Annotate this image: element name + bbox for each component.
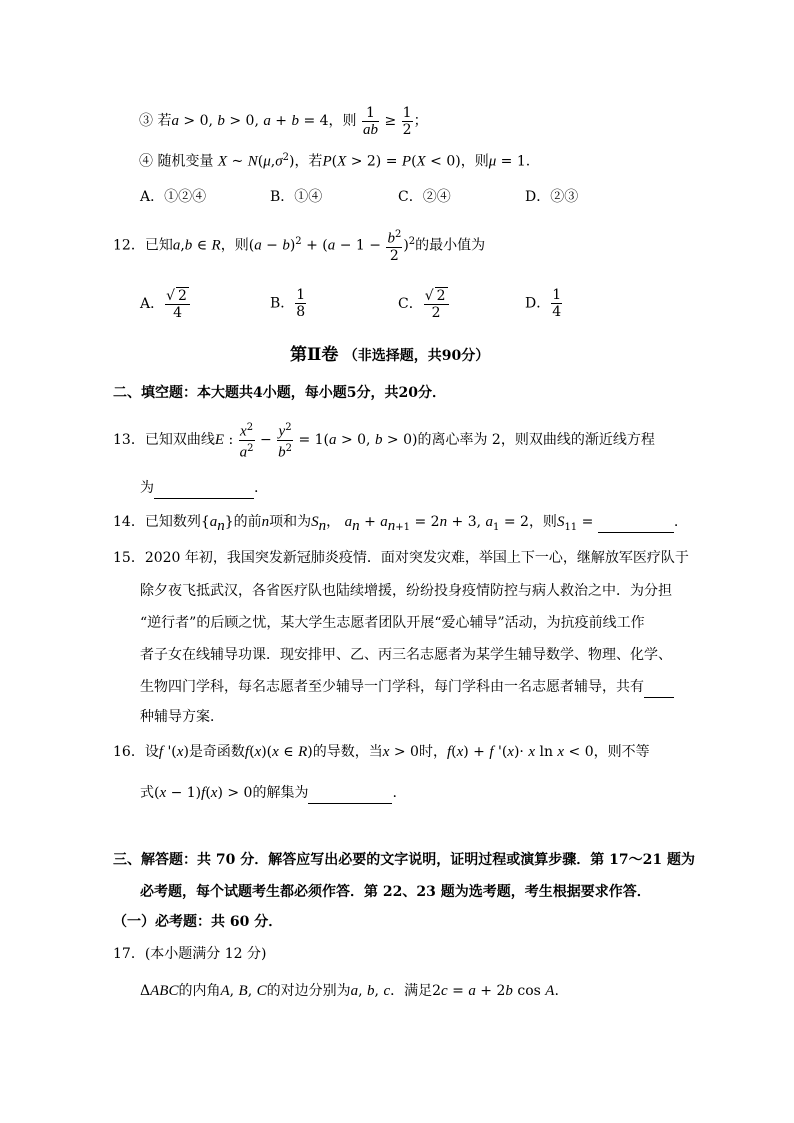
question-15-line-2: 除夕夜飞抵武汉，各省医疗队也陆续增援，纷纷投身疫情防控与病人救治之中．为分担 bbox=[140, 583, 672, 599]
answer-blank[interactable] bbox=[308, 783, 392, 804]
question-14: 14．已知数列$\{a_n\}$的前n项和为$S_n$， $a_n + a_{n+1} = 2n + 3$, $a_1 = 2$，则$S_{11}$ = . bbox=[113, 514, 679, 534]
question-13-cont: 为 . bbox=[140, 478, 258, 499]
section-3-subtitle: （一）必考题：共 60 分． bbox=[113, 914, 283, 930]
question-17-header: 17．(本小题满分 12 分) bbox=[113, 946, 267, 962]
section-3-line-2: 必考题，每个试题考生都必须作答．第 22、23 题为选考题，考生根据要求作答． bbox=[140, 884, 651, 900]
question-16: 16．设f '(x)是奇函数f(x)(x ∈ R)的导数，当x > 0时，f(x) + f '(x)· x ln x < 0，则不等 bbox=[113, 744, 650, 760]
q12-option-a[interactable]: A． $\frac{√ 2}{4}$ bbox=[140, 287, 191, 321]
statement-3: ③ 若a > 0, b > 0, a + b = 4，则 $\frac{1}{ab}$ ≥ $\frac{1}{2}$ ； bbox=[139, 104, 428, 138]
fraction: $\frac{1}{ab}$ bbox=[363, 104, 378, 138]
option-d[interactable]: D．②③ bbox=[525, 189, 579, 205]
statement-4: ④ 随机变量 X ~ $N(\mu,\sigma^2)$，若P(X > 2) = P(X < 0)，则μ = 1. bbox=[139, 152, 531, 170]
question-15-line-4: 者子女在线辅导功课．现安排甲、乙、丙三名志愿者为某学生辅导数学、物理、化学、 bbox=[140, 647, 672, 663]
question-15-line-3: “逆行者”的后顾之忧，某大学生志愿者团队开展“爱心辅导”活动，为抗疫前线工作 bbox=[140, 615, 645, 631]
answer-blank[interactable] bbox=[598, 512, 674, 533]
answer-blank[interactable] bbox=[644, 677, 674, 698]
section-3-line-1: 三、解答题：共 70 分．解答应写出必要的文字说明，证明过程或演算步骤．第 17～21 题为 bbox=[113, 852, 695, 868]
option-b[interactable]: B．①④ bbox=[270, 189, 323, 205]
question-15-line-6: 种辅导方案． bbox=[140, 709, 224, 725]
option-a[interactable]: A．①②④ bbox=[140, 189, 207, 205]
question-13: 13．已知双曲线E : $\frac{x^2}{a^2}$ − $\frac{y^2}{b^2}$ = 1(a > 0, b > 0)的离心率为 2，则双曲线的渐近线方程 bbox=[113, 422, 655, 461]
question-16-cont: 式(x − 1)f(x) > 0的解集为 . bbox=[140, 783, 397, 804]
question-number: 12． bbox=[113, 237, 145, 254]
part-title: 第Ⅱ卷 bbox=[290, 345, 339, 365]
question-17-text: ΔABC的内角A, B, C的对边分别为a, b, c．满足2c = a + 2b cos A. bbox=[140, 983, 559, 999]
answer-blank[interactable] bbox=[154, 478, 254, 499]
q12-option-d[interactable]: D． $\frac{1}{4}$ bbox=[525, 287, 562, 320]
question-12: 12．已知a,b ∈ R，则$(a - b)^2 + (a - 1$ − $\frac{b^2}{2}$ )$^2$的最小值为 bbox=[113, 229, 486, 264]
q12-option-b[interactable]: B． $\frac{1}{8}$ bbox=[270, 287, 306, 320]
part-2-header bbox=[290, 345, 489, 366]
question-15-line-5: 生物四门学科，每名志愿者至少辅导一门学科，每门学科由一名志愿者辅导，共有 bbox=[140, 677, 674, 698]
fraction: $\frac{1}{2}$ bbox=[402, 104, 412, 138]
math: a bbox=[171, 113, 179, 129]
statement-number: ③ bbox=[139, 113, 153, 129]
part-subtitle: （非选择题，共90分） bbox=[343, 348, 490, 364]
section-2-title: 二、填空题：本大题共4小题，每小题5分，共20分． bbox=[113, 385, 446, 401]
question-15-line-1: 15．2020 年初，我国突发新冠肺炎疫情．面对突发灾难，举国上下一心，继解放军医疗队于 bbox=[113, 550, 689, 566]
q12-option-c[interactable]: C． $\frac{√ 2}{2}$ bbox=[398, 287, 450, 321]
option-c[interactable]: C．②④ bbox=[398, 189, 451, 205]
